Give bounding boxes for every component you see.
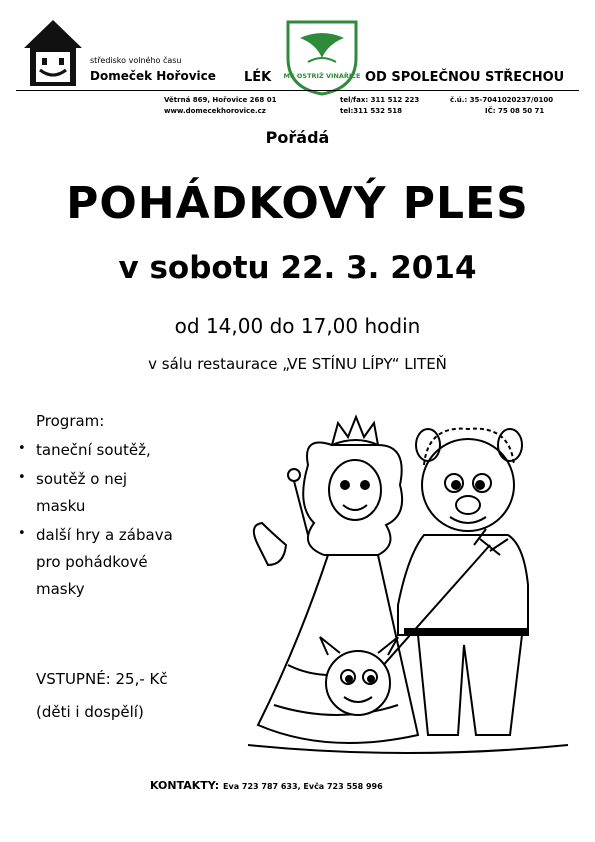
event-venue: v sálu restaurace „VE STÍNU LÍPY“ LITEŇ xyxy=(148,355,447,373)
contacts xyxy=(150,779,383,792)
ms-ostriz-seal xyxy=(282,18,362,96)
program-item-3-line3: masky xyxy=(36,580,85,598)
tel: tel:311 532 518 xyxy=(340,107,403,115)
admission-price: VSTUPNÉ: 25,- Kč xyxy=(36,670,168,688)
tel-fax: tel/fax: 311 512 223 xyxy=(340,96,420,104)
organizes-label: Pořádá xyxy=(265,128,330,147)
org-name-line2: Domeček Hořovice xyxy=(90,69,216,83)
program-item-3-line1: další hry a zábava xyxy=(36,526,173,544)
contacts-label: KONTAKTY: xyxy=(150,779,220,792)
bank-account: č.ú.: 35-7041020237/0100 xyxy=(450,96,554,104)
bullet-icon: • xyxy=(18,526,26,541)
org-tagline-right: OD SPOLEČNOU STŘECHOU xyxy=(365,70,565,85)
org-tagline-left: LÉK xyxy=(244,70,272,85)
admission-note: (děti i dospělí) xyxy=(36,703,144,721)
program-heading: Program: xyxy=(36,412,105,430)
program-item-2-line1: soutěž o nej xyxy=(36,470,128,488)
contacts-phones: Eva 723 787 633, Evča 723 558 996 xyxy=(223,782,383,791)
seal-text: MS OSTRIŽ VINAŘICE xyxy=(283,72,361,80)
event-time: od 14,00 do 17,00 hodin xyxy=(174,314,421,338)
domecek-house-logo xyxy=(22,18,84,88)
bullet-icon: • xyxy=(18,441,26,456)
fairy-tale-characters-illustration xyxy=(228,405,578,765)
event-title: POHÁDKOVÝ PLES xyxy=(66,178,529,229)
org-name-line1: středisko volného času xyxy=(90,56,182,65)
company-id: IČ: 75 08 50 71 xyxy=(485,107,545,115)
program-item-3-line2: pro pohádkové xyxy=(36,553,148,571)
letterhead-rule xyxy=(16,90,579,91)
event-date: v sobotu 22. 3. 2014 xyxy=(118,250,477,286)
program-item-1: taneční soutěž, xyxy=(36,441,151,459)
program-item-2-line2: masku xyxy=(36,497,86,515)
bullet-icon: • xyxy=(18,470,26,485)
website: www.domecekhorovice.cz xyxy=(164,107,266,115)
address: Větrná 869, Hořovice 268 01 xyxy=(164,96,277,104)
